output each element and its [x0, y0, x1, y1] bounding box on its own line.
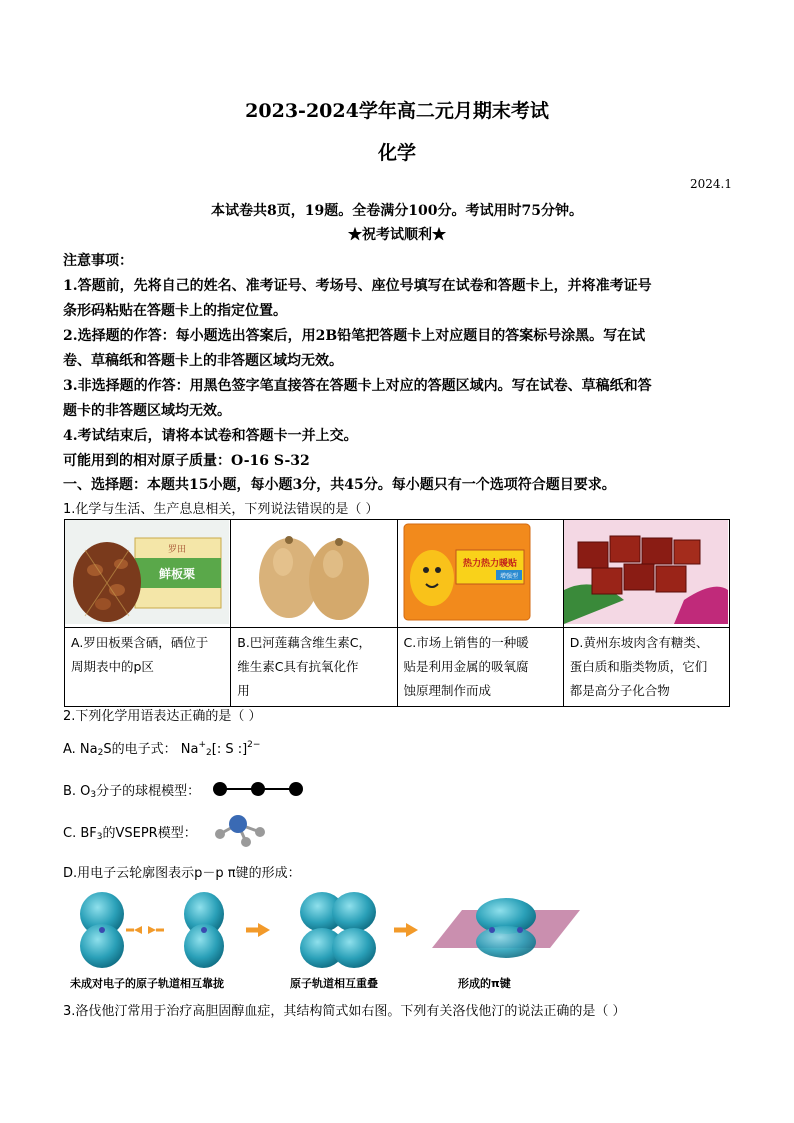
- exam-title: 2023-2024学年高二元月期末考试: [245, 100, 549, 122]
- chestnut-image: [65, 520, 229, 624]
- exam-blessing: ★祝考试顺利★: [348, 227, 446, 243]
- diagram-caption-3: 形成的π键: [458, 977, 511, 990]
- diagram-caption-2: 原子轨道相互重叠: [290, 977, 378, 990]
- box-label: 鲜板栗: [158, 567, 196, 581]
- atomic-mass-line: 可能用到的相对原子质量：O-16 S-32: [63, 453, 310, 469]
- note-line-5: 3.非选择题的作答：用黑色签字笔直接答在答题卡上对应的答题区域内。写在试卷、草稿纸和答: [63, 378, 652, 394]
- warmer-label: 热力热力暖贴: [462, 559, 517, 569]
- hand-warmer-image: [398, 520, 562, 624]
- na2s-electron-formula: $Na^+_2$[: S :]$^{2-}$: [180, 740, 261, 758]
- section1-heading: 一、选择题：本题共15小题，每小题3分，共45分。每小题只有一个选项符合题目要求。: [63, 477, 616, 493]
- q1-option-b: B.巴河莲藕含维生素C， 维生素C具有抗氧化作 用: [231, 628, 397, 707]
- exam-date: 2024.1: [690, 177, 732, 191]
- q1-image-b: [231, 520, 397, 628]
- bf3-vsepr-model: [206, 808, 276, 850]
- q3-stem: 3.洛伐他汀常用于治疗高胆固醇血症，其结构简式如右图。下列有关洛伐他汀的说法正确的是（ ）: [63, 1004, 626, 1019]
- q2-option-d: D.用电子云轮廓图表示p－p π键的形成：: [63, 866, 301, 881]
- q1-option-c: C.市场上销售的一种暖 贴是利用金属的吸氧腐 蚀原理制作而成: [397, 628, 563, 707]
- q1-image-a: [65, 520, 231, 628]
- q1-option-d: D.黄州东坡肉含有糖类、 蛋白质和脂类物质，它们 都是高分子化合物: [563, 628, 729, 707]
- notes-heading: 注意事项：: [63, 253, 133, 269]
- note-line-1: 1.答题前，先将自己的姓名、准考证号、考场号、座位号填写在试卷和答题卡上，并将准考证号: [63, 278, 652, 294]
- pi-bond-formation-diagram: [60, 890, 590, 970]
- exam-subject: 化学: [377, 142, 416, 164]
- q2-option-c: C. $BF_3$的VSEPR模型：: [63, 826, 197, 842]
- q2-option-b: B. $O_3$分子的球棍模型：: [63, 784, 201, 800]
- note-line-6: 题卡的非答题区域均无效。: [63, 403, 231, 419]
- exam-summary: 本试卷共8页，19题。全卷满分100分。考试用时75分钟。: [211, 203, 583, 219]
- diagram-caption-1: 未成对电子的原子轨道相互靠拢: [70, 977, 224, 990]
- note-line-7: 4.考试结束后，请将本试卷和答题卡一并上交。: [63, 428, 358, 444]
- lotus-root-image: [231, 520, 395, 624]
- q2-stem: 2.下列化学用语表达正确的是（ ）: [63, 709, 262, 724]
- note-line-2: 条形码粘贴在答题卡上的指定位置。: [63, 303, 287, 319]
- q1-option-a: A.罗田板栗含硒，硒位于 周期表中的p区: [65, 628, 231, 707]
- q1-image-d: [563, 520, 729, 628]
- box-label-2: 罗田: [167, 545, 187, 555]
- q1-options-table: [64, 519, 730, 707]
- note-line-4: 卷、草稿纸和答题卡上的非答题区域均无效。: [63, 353, 343, 369]
- o3-ball-stick-model: [212, 780, 304, 798]
- q1-stem: 1.化学与生活、生产息息相关，下列说法错误的是（ ）: [63, 502, 379, 517]
- dongpo-pork-image: [564, 520, 728, 624]
- q2-option-a: A. $Na_2S$的电子式： $Na^+_2$[: S :]$^{2-}$: [63, 740, 261, 758]
- warmer-tag: 增强型: [499, 573, 518, 580]
- q1-image-c: [397, 520, 563, 628]
- note-line-3: 2.选择题的作答：每小题选出答案后，用2B铅笔把答题卡上对应题目的答案标号涂黑。写在试: [63, 328, 646, 344]
